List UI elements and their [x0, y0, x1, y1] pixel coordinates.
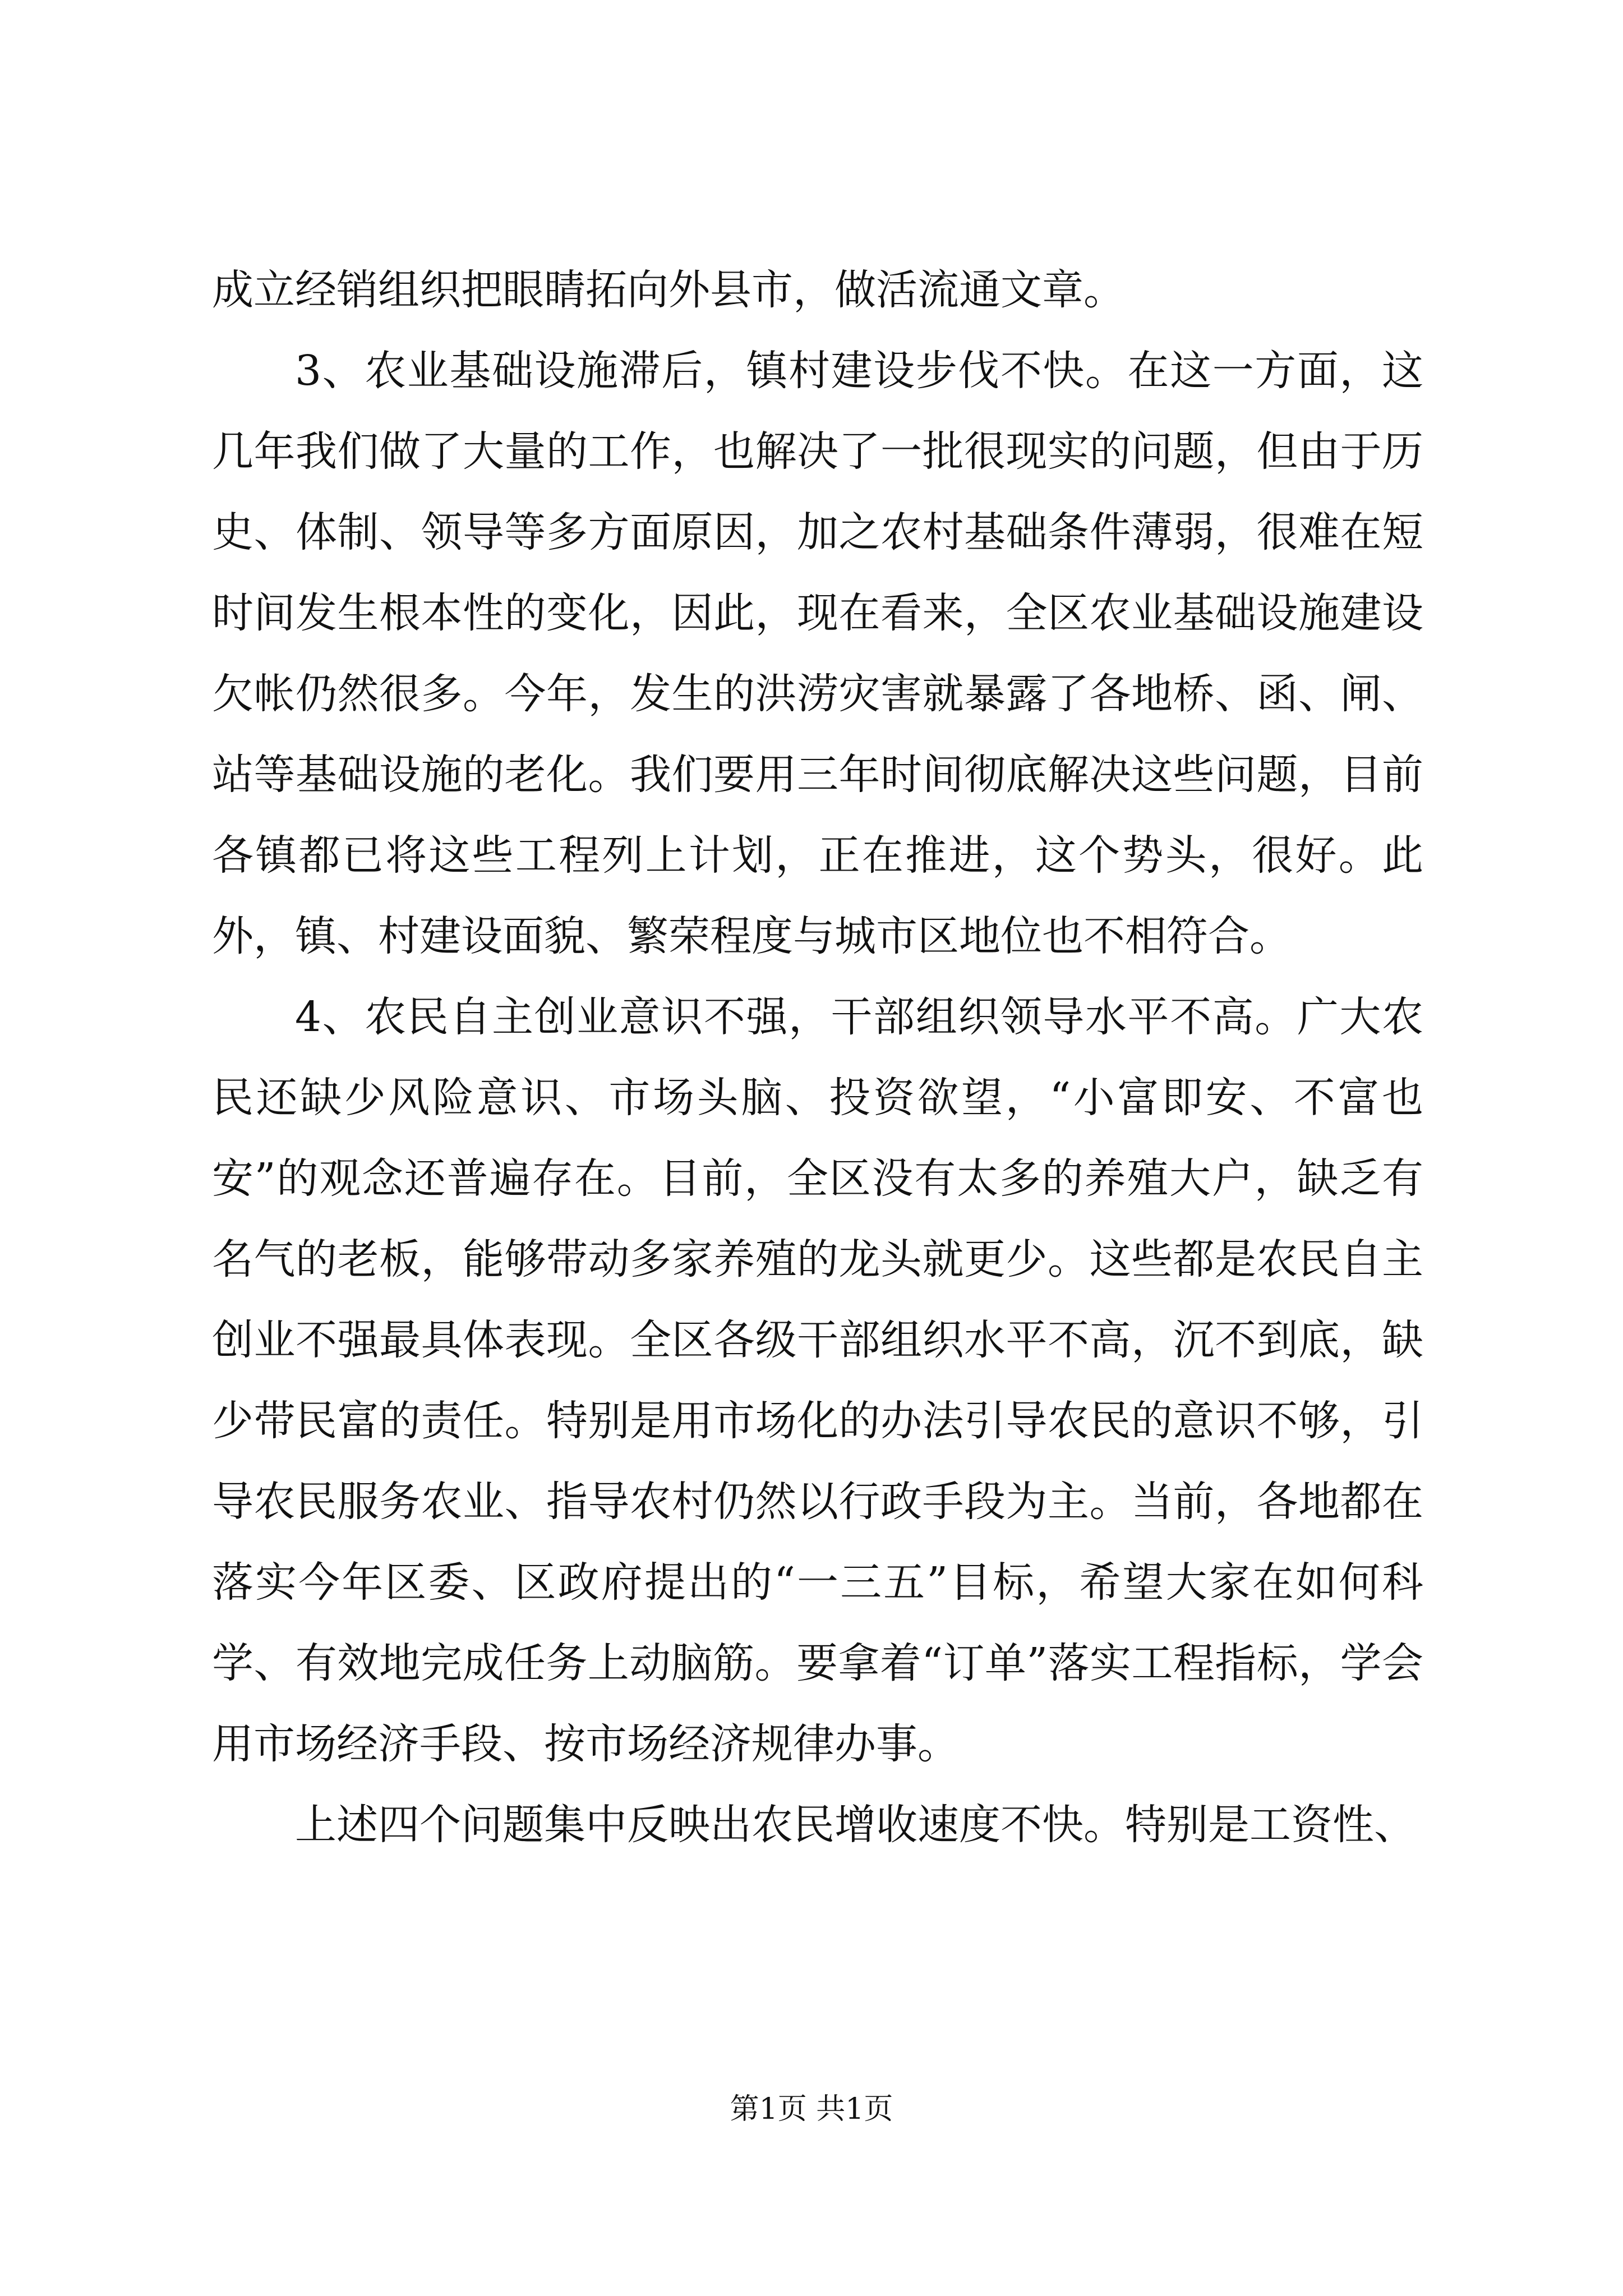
paragraph-4: 上述四个问题集中反映出农民增收速度不快。特别是工资性、	[295, 1801, 1415, 1849]
page-footer: 第1页 共1页	[730, 2092, 893, 2126]
paragraph-1: 成立经销组织把眼睛拓向外县市，做活流通文章。	[212, 266, 1125, 314]
paragraph-2: 3、农业基础设施滞后，镇村建设步伐不快。在这一方面，这几年我们做了大量的工作，也解决了一批很现实的问题，但由于历史、体制、领导等多方面原因，加之农村基础条件薄弱，很难在短时间发生根本性的变化，因此，现在看来，全区农业基础设施建设欠帐仍然很多。今年，发生的洪涝灾害就暴露了各地桥、函、闸、站等基础设施的老化。我们要用三年时间彻底解决这些问题，目前各镇都已将这些工程列上计划，正在推进，这个势头，很好。此外，镇、村建设面貌、繁荣程度与城市区地位也不相符合。	[212, 347, 1423, 960]
document-body	[212, 250, 1423, 1865]
paragraph-3: 4、农民自主创业意识不强，干部组织领导水平不高。广大农民还缺少风险意识、市场头脑、投资欲望，“小富即安、不富也安”的观念还普遍存在。目前，全区没有太多的养殖大户，缺乏有名气的老板，能够带动多家养殖的龙头就更少。这些都是农民自主创业不强最具体表现。全区各级干部组织水平不高，沉不到底，缺少带民富的责任。特别是用市场化的办法引导农民的意识不够，引导农民服务农业、指导农村仍然以行政手段为主。当前，各地都在落实今年区委、区政府提出的“一三五”目标，希望大家在如何科学、有效地完成任务上动脑筋。要拿着“订单”落实工程指标，学会用市场经济手段、按市场经济规律办事。	[212, 993, 1423, 1768]
